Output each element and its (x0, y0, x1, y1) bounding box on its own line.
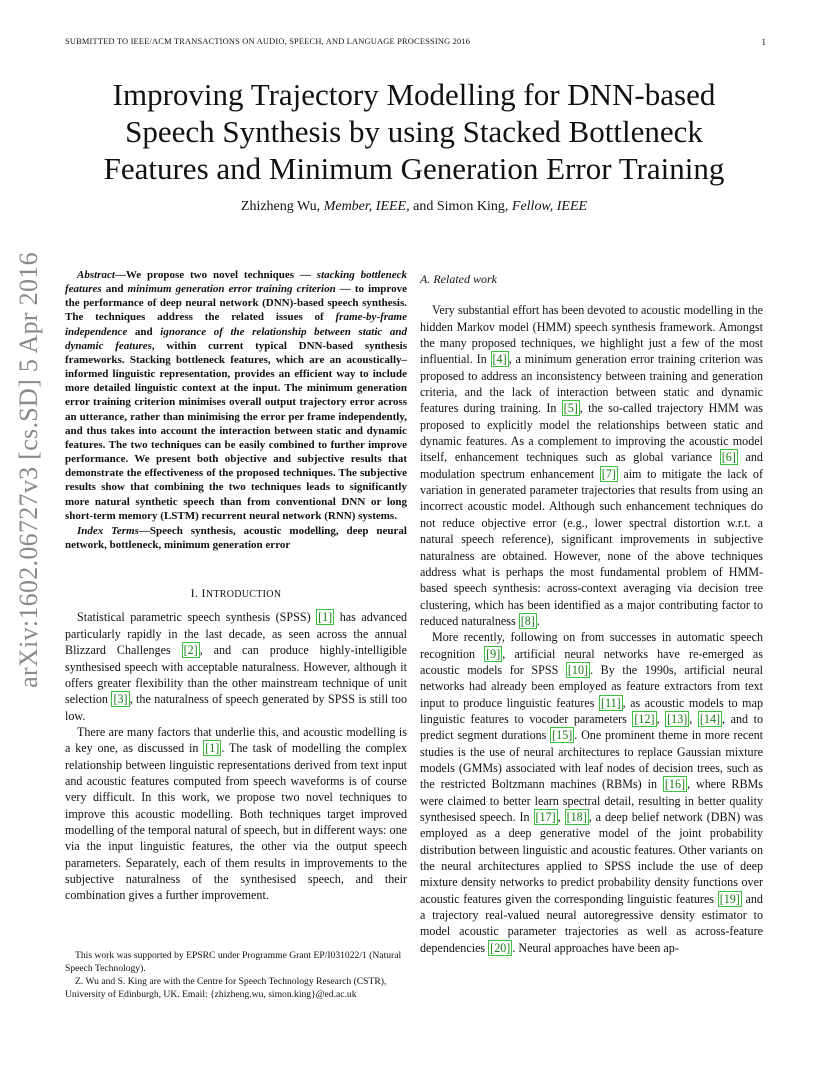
body-text: There are many factors that underlie this, and acoustic modelling is a key one, as discussed in (65, 724, 407, 756)
citation-link[interactable]: [20] (490, 940, 511, 955)
author-name: Simon King, (436, 199, 509, 214)
intro-paragraph (65, 724, 407, 904)
intro-paragraph (65, 609, 407, 723)
body-text: , a minimum generation error training criterion was proposed to address an inconsistency between training and generation criteria, and the lack of interaction between static and dynamic features during training. In (420, 352, 763, 416)
abstract-text: and (101, 283, 128, 296)
abstract-text: and (127, 325, 161, 338)
footnote: Z. Wu and S. King are with the Centre for Speech Technology Research (CSTR), University of Edinburgh, UK. Email: {zhizheng.wu, simon.king}@ed.ac.uk (65, 976, 387, 1000)
body-text: , where RBMs were claimed to better learn spectral detail, resulting in better quality synthesised speech. In (420, 777, 763, 824)
body-text: . Neural approaches have been ap- (512, 940, 679, 955)
section-title-rest: NTRODUCTION (205, 589, 282, 601)
body-text: , the so-called trajectory HMM was proposed to explicitly model the relationships between static and dynamic features. As a complement to improving the acoustic model itself, enhancement techniques such as global variance (420, 401, 763, 465)
body-text: . (536, 613, 540, 628)
title-line: Speech Synthesis by using Stacked Bottleneck (125, 114, 703, 149)
index-terms-text: —Speech synthesis, acoustic modelling, deep neural network, bottleneck, minimum generation error (65, 524, 407, 551)
citation-link[interactable]: [18] (566, 810, 587, 824)
abstract-text: — to improve the performance of deep neural network (DNN)-based speech synthesis. The techniques address the related issues of (65, 283, 407, 324)
body-text: , as acoustic models to map linguistic features to vocoder parameters (420, 695, 763, 726)
arxiv-stamp (12, 252, 46, 688)
citation-link[interactable]: [3] (113, 692, 128, 707)
author-conjunction: and (413, 199, 434, 214)
citation-link[interactable]: [13] (667, 711, 688, 726)
citation-link[interactable]: [7] (601, 466, 616, 481)
abstract-emphasis: stacking bottleneck features (65, 269, 407, 296)
body-text: has advanced particularly rapidly in the last decade, as seen across the annual Blizzard Challenges (65, 610, 407, 658)
citation-link[interactable]: [11] (600, 695, 621, 710)
citation-link[interactable]: [9] (486, 646, 501, 661)
body-text: , the naturalness of speech generated by SPSS is still too low. (65, 692, 408, 723)
citation-link[interactable]: [17] (535, 810, 556, 824)
citation-link[interactable]: [16] (664, 777, 686, 792)
section-heading-introduction (65, 585, 407, 603)
related-paragraph (420, 302, 763, 629)
body-text: More recently, following on from successes in automatic speech recognition (420, 630, 763, 661)
citation-link[interactable]: [6] (721, 450, 736, 465)
citation-link[interactable]: [5] (563, 401, 578, 416)
citation-link[interactable]: [2] (183, 643, 198, 658)
paper-title (60, 76, 768, 187)
body-text: , a deep belief network (DBN) was employed as a deep generative model of the joint probability distribution between linguistic and acoustic features. Other variants on the neural architectures applied to SPSS include the use of deep mixture density networks to predict probability density functions over acoustic features given the corresponding linguistic features (420, 810, 763, 906)
running-title: SUBMITTED TO IEEE/ACM TRANSACTIONS ON AUDIO, SPEECH, AND LANGUAGE PROCESSING 2016 (65, 37, 471, 46)
body-text: , (557, 810, 565, 824)
body-text: aim to mitigate the lack of variation in generated parameter trajectories that results from using an incorrect acoustic model. Although such enhancement techniques do not reduce objective error (e.g., lower spectral distortion w.r.t. a natural speech reference), significant improvements in subjective naturalness are obtained. However, none of the above techniques address what is perhaps the most fundamental problem of HMM-based speech synthesis: across-context averaging via decision tree clustering, which has been identified as a major contributing factor to reduced naturalness (420, 466, 763, 628)
author-role: Fellow, IEEE (511, 199, 588, 214)
arxiv-stamp-text: arXiv:1602.06727v3 [cs.SD] 5 Apr 2016 (14, 252, 43, 688)
body-text: , and to predict segment durations (420, 711, 764, 743)
citation-link[interactable]: [4] (492, 352, 507, 367)
abstract-text: , within current typical DNN-based synthesis frameworks. Stacking bottleneck features, which are an acoustically–informed linguistic representation, provides an efficient way to include more detailed linguistic context at the input. The minimum generation error training criterion minimises overall output trajectory error across an utterance, rather than minimising the error per frame independently, and thus takes into account the interaction between static and dynamic features. The two techniques can be easily combined to further improve performance. We present both objective and subjective results that demonstrate the effectiveness of the proposed techniques. The subjective results show that combining the two techniques leads to significantly more natural synthetic speech than from conventional DNN or long short-term memory (LSTM) recurrent neural network (RNN) systems. (65, 339, 407, 522)
citation-link[interactable]: [12] (634, 711, 655, 726)
citation-link[interactable]: [10] (567, 662, 589, 677)
left-column (65, 268, 407, 904)
index-terms-label: Index Terms (77, 524, 139, 537)
abstract-emphasis: frame-by-frame independence (65, 311, 407, 338)
page-number: 1 (761, 37, 766, 47)
citation-link[interactable]: [8] (520, 613, 535, 628)
body-text: and a trajectory real-valued neural autoregressive density estimator to model acoustic parameter trajectories as well as across-feature dependencies (420, 891, 763, 955)
author-role: Member, IEEE, (323, 199, 410, 214)
body-text: Very substantial effort has been devoted to acoustic modelling in the hidden Markov model (HMM) speech synthesis framework. Amongst the many proposed techniques, we highlight just a few of the most influential. In (420, 303, 763, 367)
body-text: . One prominent theme in more recent studies is the use of neural architectures to replace Gaussian mixture models (GMMs) associated with leaf nodes of decision trees, such as the restricted Boltzmann machines (RBMs) in (420, 728, 763, 792)
title-line: Improving Trajectory Modelling for DNN-based (112, 77, 716, 112)
author-line (60, 199, 768, 215)
footnotes (65, 950, 407, 1002)
citation-link[interactable]: [1] (205, 741, 220, 756)
body-text: . The task of modelling the complex relationship between linguistic representations derived from text input and acoustic features computed from speech waveforms is of course very difficult. In this work, we propose two novel techniques to improve this acoustic modelling. Both techniques target improved modelling of the temporal natural of speech, but in different ways: one via the input linguistic features, the other via the output speech parameters. Separately, each of them results in improvements to the subjective naturalness of the synthesised speech, and their combination gives a further improvement. (65, 741, 408, 903)
body-text: . By the 1990s, artificial neural networks had already been employed as feature extractors from text input to produce linguistic features (420, 662, 763, 710)
title-line: Features and Minimum Generation Error Training (103, 151, 725, 186)
citation-link[interactable]: [14] (699, 711, 721, 726)
citation-link[interactable]: [1] (318, 610, 333, 625)
section-number: I. (190, 586, 202, 601)
body-text: , (656, 711, 666, 726)
abstract (65, 268, 407, 523)
related-paragraph (420, 629, 763, 956)
footnote: This work was supported by EPSRC under Programme Grant EP/I031022/1 (Natural Speech Technology). (65, 950, 402, 974)
abstract-text: —We propose two novel techniques — (114, 269, 317, 281)
citation-link[interactable]: [15] (552, 728, 573, 743)
subsection-heading-related-work: A. Related work (420, 272, 497, 286)
author-name: Zhizheng Wu, (240, 199, 321, 214)
abstract-emphasis: ignorance of the relationship between static and dynamic features (65, 325, 407, 352)
section-title-initial: I (201, 586, 206, 601)
body-text: and modulation spectrum enhancement (420, 450, 763, 481)
citation-link[interactable]: [19] (719, 891, 740, 906)
body-text: , (689, 711, 698, 726)
abstract-label: Abstract (77, 269, 115, 281)
body-text: Statistical parametric speech synthesis (SPSS) (77, 610, 317, 625)
index-terms (65, 524, 407, 552)
abstract-emphasis: minimum generation error training criterion (127, 283, 336, 296)
body-text: , and can produce highly-intelligible synthesised speech with acceptable naturalness. However, although it offers greater flexibility than the other mainstream technique of unit selection (65, 643, 407, 707)
right-column (420, 271, 763, 956)
body-text: , artificial neural networks have re-emerged as acoustic models for SPSS (420, 646, 763, 677)
